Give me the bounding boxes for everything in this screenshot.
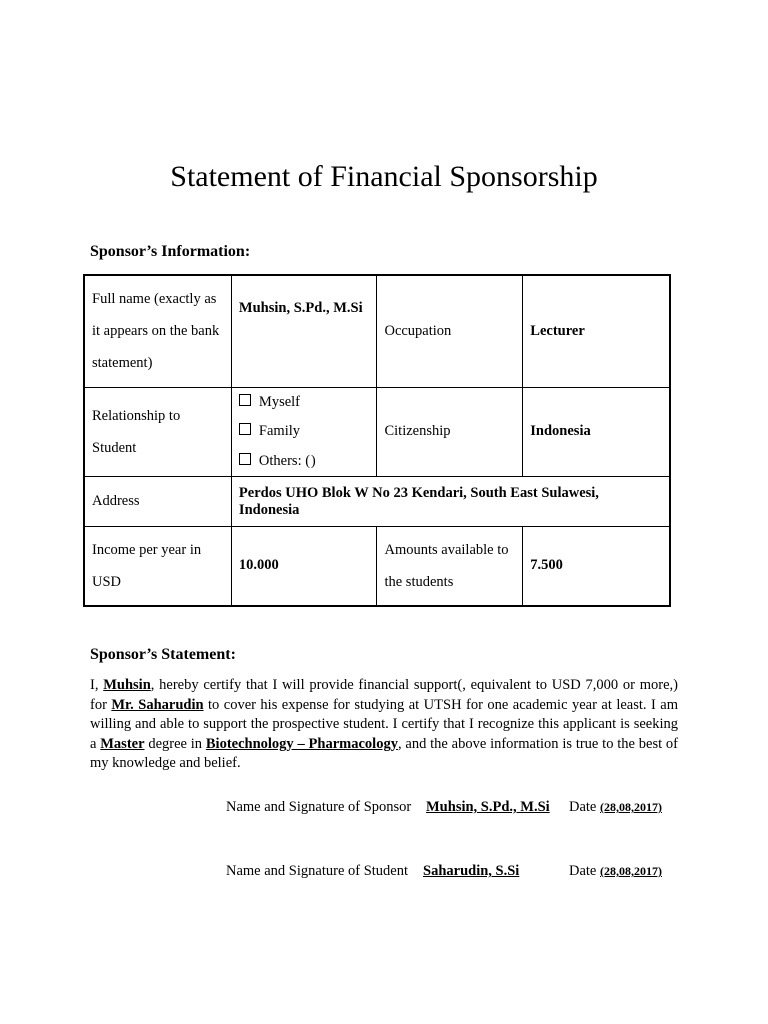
table-row <box>84 275 670 387</box>
student-signature-name: Saharudin, S.Si <box>423 863 520 879</box>
income-value: 10.000 <box>231 527 377 606</box>
sponsor-statement-heading: Sponsor’s Statement: <box>90 646 236 663</box>
checkbox-icon[interactable] <box>239 423 251 435</box>
statement-text: to cover his expense for studying at UTSH for one academic year at least. I am willing and able to support the prospective student. I certify that I recognize this applicant is seeking a <box>90 696 678 752</box>
statement-degree: Master <box>100 735 145 752</box>
student-signature-label: Name and Signature of Student <box>226 863 409 879</box>
table-row <box>84 527 670 606</box>
option-family-label: Family <box>258 423 301 439</box>
student-date-label: Date <box>569 863 597 879</box>
option-others-label: Others: ( <box>258 452 311 469</box>
option-myself[interactable] <box>239 388 370 418</box>
statement-text: , and the above information is true to the best of my knowledge and belief. <box>90 735 679 771</box>
document-title: Statement of Financial Sponsorship <box>170 160 598 193</box>
statement-text: degree in <box>144 735 206 752</box>
occupation-label: Occupation <box>377 275 523 387</box>
citizenship-label: Citizenship <box>377 387 523 477</box>
option-family[interactable] <box>239 417 370 447</box>
sponsor-information-heading: Sponsor’s Information: <box>90 243 251 260</box>
sponsor-information-table <box>83 274 671 607</box>
statement-student-name: Mr. Saharudin <box>111 696 204 713</box>
address-value: Perdos UHO Blok W No 23 Kendari, South East Sulawesi, Indonesia <box>231 477 670 527</box>
table-row <box>84 477 670 527</box>
student-date <box>569 863 662 880</box>
amounts-value: 7.500 <box>523 527 670 606</box>
income-label: Income per year in USD <box>84 527 231 606</box>
sponsor-signature-label: Name and Signature of Sponsor <box>226 799 412 815</box>
occupation-value: Lecturer <box>523 275 670 387</box>
relationship-options <box>231 387 377 477</box>
statement-text: I, <box>90 677 104 693</box>
sponsor-date-label: Date <box>569 799 597 815</box>
sponsor-date-value: (28,08,2017) <box>600 800 662 814</box>
option-others[interactable] <box>239 447 370 477</box>
relationship-label: Relationship to Student <box>84 387 231 477</box>
amounts-label: Amounts available to the students <box>377 527 523 606</box>
statement-text: , hereby certify that I will provide financial support(, equivalent to USD 7,000 or more,) for <box>90 677 678 713</box>
sponsor-signature-name: Muhsin, S.Pd., M.Si <box>426 799 550 815</box>
sponsor-date <box>569 799 662 816</box>
full-name-label: Full name (exactly as it appears on the bank statement) <box>84 275 231 387</box>
table-row <box>84 387 670 477</box>
checkbox-icon[interactable] <box>239 453 251 465</box>
citizenship-value: Indonesia <box>523 387 670 477</box>
full-name-value: Muhsin, S.Pd., M.Si <box>231 275 377 387</box>
student-date-value: (28,08,2017) <box>600 864 662 878</box>
option-others-close: ) <box>310 452 316 469</box>
sponsor-statement-text <box>90 676 678 774</box>
checkbox-icon[interactable] <box>239 394 251 406</box>
statement-program: Biotechnology – Pharmacology <box>205 735 398 752</box>
option-myself-label: Myself <box>258 393 301 410</box>
statement-sponsor-name: Muhsin <box>103 677 151 693</box>
address-label: Address <box>84 477 231 527</box>
